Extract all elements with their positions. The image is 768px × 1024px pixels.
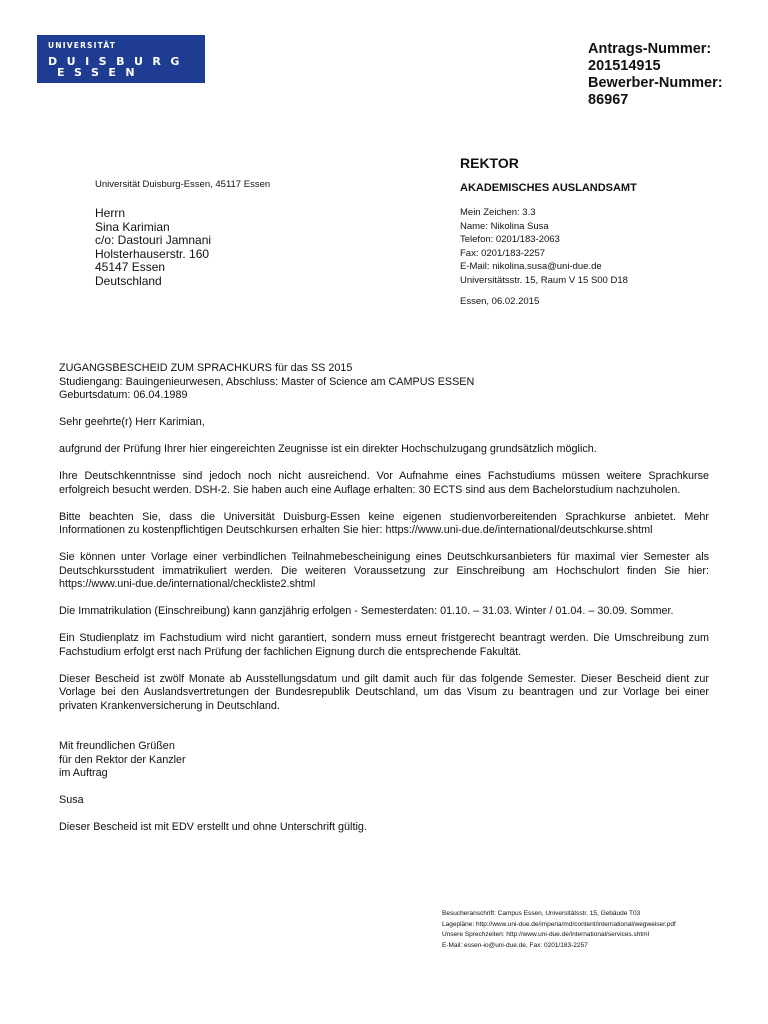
letter-paragraph: Ein Studienplatz im Fachstudium wird nicht garantiert, sondern muss erneut fristgerecht beantragt werden. Die Umschreibung zum Fachstudium erfolgt erst nach Prüfung der fachlichen Eignung durch die entsprechende Fakultät.	[59, 632, 709, 658]
letter-paragraph: aufgrund der Prüfung Ihrer hier eingereichten Zeugnisse ist ein direkter Hochschulzugang grundsätzlich möglich.	[59, 443, 597, 455]
closing-by-order: im Auftrag	[59, 767, 108, 779]
letter-greeting: Sehr geehrte(r) Herr Karimian,	[59, 416, 205, 428]
letter-paragraph: Ihre Deutschkenntnisse sind jedoch noch nicht ausreichend. Vor Aufnahme eines Fachstudiums müssen weitere Sprachkurse erfolgreich besucht werden. DSH-2. Sie haben auch eine Auflage erhalten: 30 ECTS sind aus dem Bachelorstudium nachzuholen.	[59, 470, 709, 496]
recipient-street: Holsterhauserstr. 160	[95, 246, 210, 261]
contact-email: E-Mail: nikolina.susa@uni-due.de	[460, 261, 602, 273]
signature-name: Susa	[59, 794, 84, 806]
closing-on-behalf: für den Rektor der Kanzler	[59, 753, 186, 766]
return-address: Universität Duisburg-Essen, 45117 Essen	[95, 179, 271, 190]
contact-fax: Fax: 0201/183-2257	[460, 247, 546, 259]
logo-line-universitaet: UNIVERSITÄT	[48, 41, 117, 50]
bewerber-number: 86967	[588, 92, 629, 108]
letter-paragraph: Sie können unter Vorlage einer verbindlichen Teilnahmebescheinigung eines Deutschkursanbieters für maximal vier Semester als Deutschkursstudent immatrikuliert werden. Die weiteren Voraussetzung zur Einschreibung am Hochschulort finden Sie hier: https://www.uni-due.de/international/checkliste2.shtml	[59, 551, 709, 590]
letter-paragraph: Bitte beachten Sie, dass die Universität Duisburg-Essen keine eigenen studienvorbereitenden Sprachkurse anbietet. Mehr Informationen zu kostenpflichtigen Deutschkursen erhalten Sie hier: https://www.uni-due.de/international/deutschkurse.shtml	[59, 510, 709, 536]
recipient-name: Sina Karimian	[95, 219, 170, 234]
recipient-country: Deutschland	[95, 273, 162, 288]
letter-date: Essen, 06.02.2015	[460, 296, 540, 307]
recipient-address	[95, 207, 211, 289]
contact-room: Universitätsstr. 15, Raum V 15 S00 D18	[460, 274, 628, 286]
subject-birthdate: Geburtsdatum: 06.04.1989	[59, 389, 188, 401]
closing-greeting: Mit freundlichen Grüßen	[59, 740, 175, 752]
subject-block	[59, 362, 709, 403]
office-title: REKTOR	[460, 155, 519, 171]
validity-note: Dieser Bescheid ist mit EDV erstellt und ohne Unterschrift gültig.	[59, 821, 367, 833]
contact-name: Name: Nikolina Susa	[460, 220, 549, 232]
logo-line-essen: ESSEN	[57, 66, 145, 79]
bewerber-label: Bewerber-Nummer:	[588, 75, 723, 91]
university-logo	[37, 35, 205, 83]
contact-phone: Telefon: 0201/183-2063	[460, 234, 560, 246]
footer-hours-link: Unsere Sprechzeiten: http://www.uni-due.de/international/services.shtml	[442, 931, 650, 938]
antrag-number: 201514915	[588, 58, 661, 74]
recipient-city: 45147 Essen	[95, 260, 166, 275]
contact-block	[460, 206, 628, 288]
recipient-salutation: Herrn	[95, 206, 126, 220]
letter-paragraph: Die Immatrikulation (Einschreibung) kann ganzjährig erfolgen - Semesterdaten: 01.10. – 31.03. Winter / 01.04. – 30.09. Sommer.	[59, 605, 674, 617]
footer-email-fax: E-Mail: essen-io@uni-due.de, Fax: 0201/183-2257	[442, 941, 588, 949]
antrag-label: Antrags-Nummer:	[588, 41, 712, 57]
footer-address	[442, 909, 676, 951]
subject-program: Studiengang: Bauingenieurwesen, Abschluss: Master of Science am CAMPUS ESSEN	[59, 375, 475, 388]
office-department: AKADEMISCHES AUSLANDSAMT	[460, 182, 637, 194]
subject-line: ZUGANGSBESCHEID ZUM SPRACHKURS für das SS 2015	[59, 362, 353, 374]
footer-maps-link: Lagepläne: http://www.uni-due.de/imperia/md/content/international/wegweiser.pdf	[442, 920, 676, 928]
letter-body	[59, 362, 709, 835]
logo-line-duisburg: DUISBURG	[48, 55, 189, 68]
letter-paragraph: Dieser Bescheid ist zwölf Monate ab Ausstellungsdatum und gilt damit auch für das folgende Semester. Dieser Bescheid dient zur Vorlage bei den Auslandsvertretungen der Bundesrepublik Deutschland, um das Visum zu beantragen und zur Vorlage bei einer privaten Krankenversicherung in Deutschland.	[59, 672, 709, 712]
contact-reference: Mein Zeichen: 3.3	[460, 207, 536, 218]
footer-visitor-address: Besucheranschrift: Campus Essen, Universitätsstr. 15, Gebäude T03	[442, 910, 641, 917]
application-numbers	[588, 41, 723, 109]
recipient-care-of: c/o: Dastouri Jamnani	[95, 233, 212, 248]
